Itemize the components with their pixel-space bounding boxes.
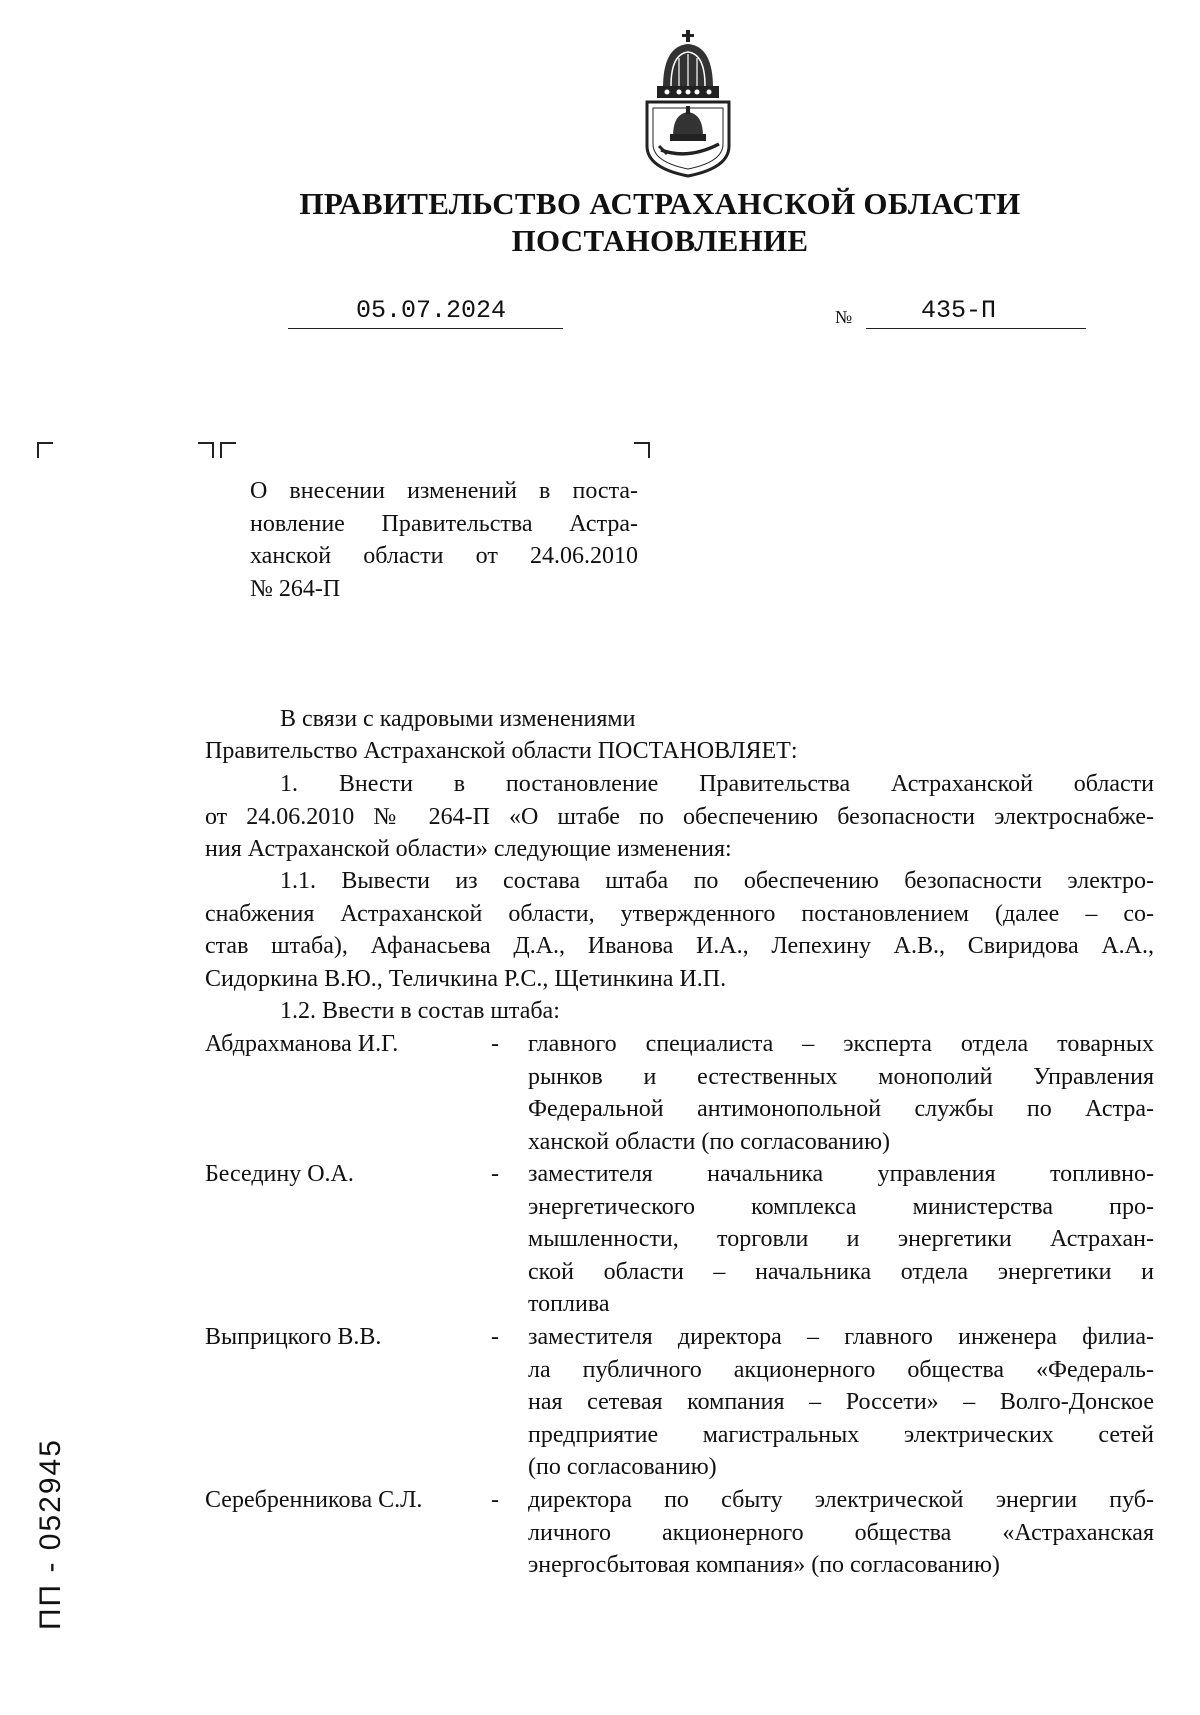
member-dash: - (491, 1031, 499, 1057)
number-label: № (835, 307, 853, 327)
government-title: ПРАВИТЕЛЬСТВО АСТРАХАНСКОЙ ОБЛАСТИ (299, 186, 1021, 221)
position-line: энергетического комплекса министерства про- (528, 1193, 1154, 1220)
position-line: топлива (528, 1291, 610, 1317)
paragraph-1 (205, 768, 1154, 866)
corner-mark (220, 442, 236, 458)
member-name: Выприцкого В.В. (205, 1324, 382, 1350)
intro-line: В связи с кадровыми изменениями (280, 706, 636, 732)
document-number: 435-П (921, 296, 997, 325)
paragraph-line: 1. Внести в постановление Правительства Астраханской области (280, 771, 1154, 797)
position-line: личного акционерного общества «Астраханская (528, 1519, 1154, 1546)
coat-of-arms-emblem (633, 28, 743, 178)
subject-line: ханской области от 24.06.2010 (250, 543, 638, 569)
paragraph-line: ния Астраханской области» следующие изменения: (205, 836, 732, 862)
member-position (528, 1484, 1154, 1582)
position-line: рынков и естественных монополий Управления (528, 1063, 1154, 1090)
subject-block (250, 475, 638, 605)
date-field (288, 296, 563, 329)
number-field (866, 296, 1086, 329)
position-line: мышленности, торговли и энергетики Астрахан- (528, 1226, 1154, 1252)
document-type-title: ПОСТАНОВЛЕНИЕ (511, 223, 809, 258)
corner-mark (198, 442, 214, 458)
corner-mark (634, 442, 650, 458)
paragraph-line: Сидоркина В.Ю., Теличкина Р.С., Щетинкина И.П. (205, 965, 727, 992)
position-line: главного специалиста – эксперта отдела товарных (528, 1031, 1154, 1057)
position-line: (по согласованию) (528, 1454, 717, 1480)
member-name: Серебренникова С.Л. (205, 1487, 423, 1513)
paragraph-line: 1.1. Вывести из состава штаба по обеспечению безопасности электро- (280, 868, 1154, 894)
member-dash: - (491, 1161, 499, 1187)
subject-line: новление Правительства Астра- (250, 510, 638, 537)
position-line: ской области – начальника отдела энергетики и (528, 1258, 1154, 1285)
position-line: ная сетевая компания – Россети» – Волго-Донское (528, 1389, 1154, 1415)
member-dash: - (491, 1324, 499, 1350)
position-line: ла публичного акционерного общества «Федераль- (528, 1356, 1154, 1383)
position-line: предприятие магистральных электрических сетей (528, 1421, 1154, 1448)
position-line: энергосбытовая компания» (по согласованию) (528, 1552, 1000, 1578)
member-dash: - (491, 1487, 499, 1513)
member-name: Абдрахманова И.Г. (205, 1031, 399, 1057)
subject-line: О внесении изменений в поста- (250, 478, 638, 504)
document-date: 05.07.2024 (356, 296, 507, 325)
intro-line: Правительство Астраханской области ПОСТАНОВЛЯЕТ: (205, 738, 798, 764)
position-line: ханской области (по согласованию) (528, 1128, 891, 1155)
member-position (528, 1321, 1154, 1484)
paragraph-1-2: 1.2. Ввести в состав штаба: (280, 998, 560, 1024)
position-line: заместителя директора – главного инженера филиа- (528, 1324, 1154, 1350)
form-serial-code: ПП - 052945 (34, 1438, 67, 1630)
paragraph-1-1 (205, 865, 1154, 995)
paragraph-line: став штаба), Афанасьева Д.А., Иванова И.А., Лепехину А.В., Свиридова А.А., (205, 933, 1154, 959)
corner-mark (37, 442, 53, 458)
member-name: Беседину О.А. (205, 1161, 354, 1187)
position-line: Федеральной антимонопольной службы по Астра- (528, 1096, 1154, 1122)
member-position (528, 1028, 1154, 1158)
subject-line: № 264-П (250, 575, 341, 602)
paragraph-line: от 24.06.2010 № 264-П «О штабе по обеспечению безопасности электроснабже- (205, 803, 1154, 830)
position-line: директора по сбыту электрической энергии пуб- (528, 1487, 1154, 1513)
paragraph-line: снабжения Астраханской области, утвержденного постановлением (далее – со- (205, 900, 1154, 927)
member-position (528, 1158, 1154, 1321)
position-line: заместителя начальника управления топливно- (528, 1161, 1154, 1187)
